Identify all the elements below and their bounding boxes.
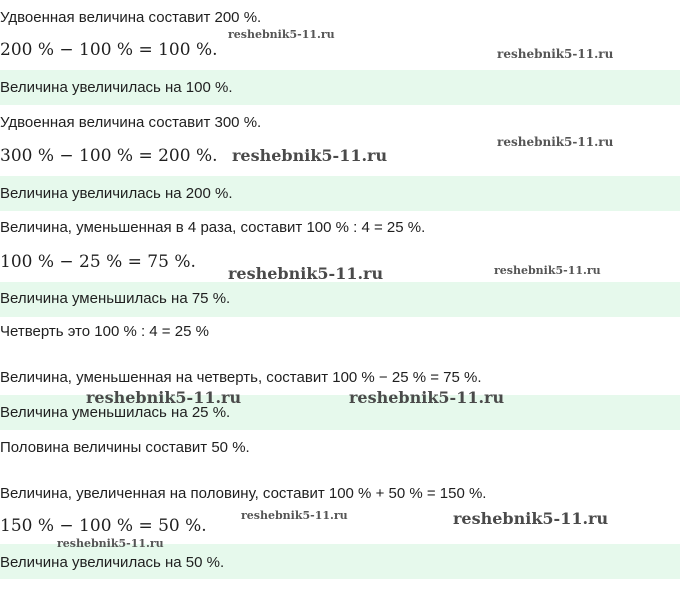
text-line: Четверть это 100 % : 4 = 25 % bbox=[0, 323, 209, 340]
watermark: reshebnik5-11.ru bbox=[453, 509, 609, 528]
text-line: Величина, увеличенная на половину, составит 100 % + 50 % = 150 %. bbox=[0, 485, 487, 502]
text-line: Величина, уменьшенная на четверть, составит 100 % − 25 % = 75 %. bbox=[0, 369, 482, 386]
conclusion-line: Величина увеличилась на 200 %. bbox=[0, 185, 233, 202]
watermark: reshebnik5-11.ru bbox=[241, 509, 348, 522]
watermark: reshebnik5-11.ru bbox=[228, 264, 384, 283]
watermark: reshebnik5-11.ru bbox=[349, 388, 505, 407]
text-line: Удвоенная величина составит 200 %. bbox=[0, 9, 262, 26]
conclusion-line: Величина уменьшилась на 75 %. bbox=[0, 290, 231, 307]
text-line: Половина величины составит 50 %. bbox=[0, 439, 250, 456]
watermark: reshebnik5-11.ru bbox=[86, 388, 242, 407]
text-line: Величина, уменьшенная в 4 раза, составит 100 % : 4 = 25 %. bbox=[0, 219, 426, 236]
watermark: reshebnik5-11.ru bbox=[232, 146, 388, 165]
conclusion-line: Величина уменьшилась на 25 %. bbox=[0, 404, 231, 421]
watermark: reshebnik5-11.ru bbox=[228, 28, 335, 41]
equation-line: 100 % − 25 % = 75 %. bbox=[0, 252, 196, 272]
equation-line: 150 % − 100 % = 50 %. bbox=[0, 516, 207, 536]
conclusion-line: Величина увеличилась на 100 %. bbox=[0, 79, 233, 96]
equation-line: 300 % − 100 % = 200 %. bbox=[0, 146, 218, 166]
watermark: reshebnik5-11.ru bbox=[497, 135, 614, 149]
watermark: reshebnik5-11.ru bbox=[57, 537, 164, 550]
text-line: Удвоенная величина составит 300 %. bbox=[0, 114, 262, 131]
watermark: reshebnik5-11.ru bbox=[494, 264, 601, 277]
conclusion-line: Величина увеличилась на 50 %. bbox=[0, 554, 225, 571]
equation-line: 200 % − 100 % = 100 %. bbox=[0, 40, 218, 60]
watermark: reshebnik5-11.ru bbox=[497, 47, 614, 61]
